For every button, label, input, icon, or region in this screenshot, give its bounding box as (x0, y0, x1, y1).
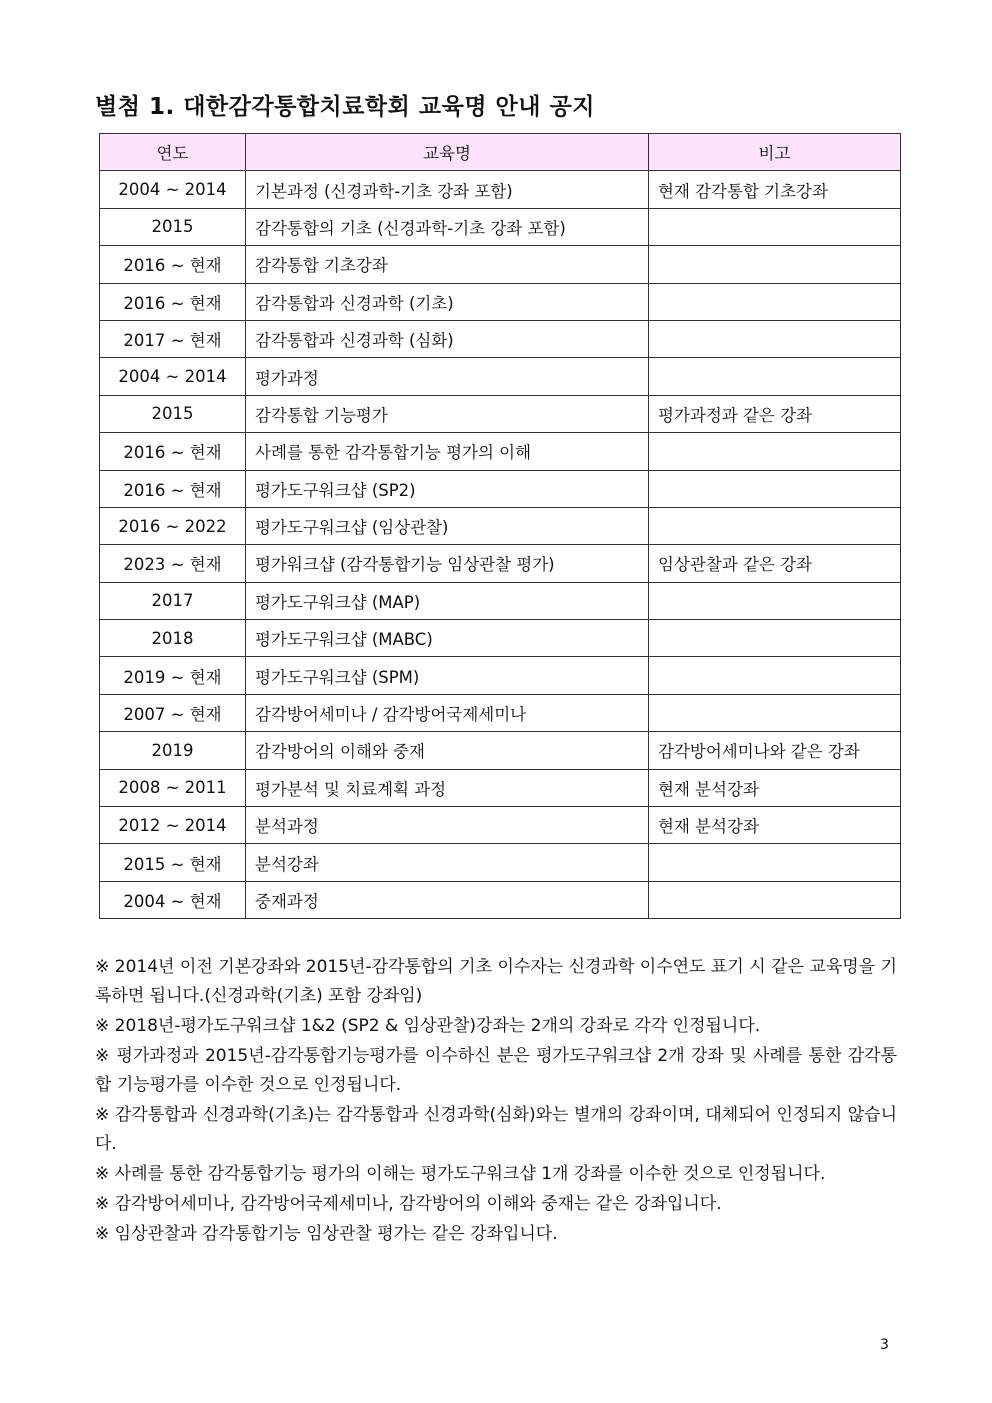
cell-remarks (649, 246, 901, 283)
table-row (100, 844, 901, 881)
cell-year: 2016 ~ 현재 (100, 283, 246, 320)
cell-remarks: 감각방어세미나와 같은 강좌 (649, 732, 901, 769)
cell-remarks (649, 657, 901, 694)
cell-remarks (649, 208, 901, 245)
table-row (100, 433, 901, 470)
table-row (100, 732, 901, 769)
cell-remarks (649, 582, 901, 619)
cell-year: 2015 (100, 208, 246, 245)
cell-course-name: 평가도구워크샵 (SP2) (246, 470, 649, 507)
table-row (100, 395, 901, 432)
table-row (100, 657, 901, 694)
cell-year: 2018 (100, 620, 246, 657)
table-row (100, 320, 901, 357)
note-item: ※ 2018년-평가도구워크샵 1&2 (SP2 & 임상관찰)강좌는 2개의 강좌로 각각 인정됩니다. (95, 1016, 761, 1036)
cell-remarks (649, 358, 901, 395)
cell-course-name: 감각방어세미나 / 감각방어국제세미나 (246, 694, 649, 731)
cell-course-name: 평가과정 (246, 358, 649, 395)
cell-remarks: 현재 감각통합 기초강좌 (649, 171, 901, 208)
table-row (100, 470, 901, 507)
cell-year: 2015 (100, 395, 246, 432)
table-row (100, 620, 901, 657)
education-table (99, 133, 901, 919)
cell-year: 2016 ~ 2022 (100, 507, 246, 544)
cell-course-name: 평가도구워크샵 (MABC) (246, 620, 649, 657)
table-row (100, 507, 901, 544)
cell-year: 2004 ~ 현재 (100, 881, 246, 918)
page-title: 별첨 1. 대한감각통합치료학회 교육명 안내 공지 (95, 94, 595, 120)
cell-remarks (649, 844, 901, 881)
cell-year: 2004 ~ 2014 (100, 358, 246, 395)
cell-remarks (649, 320, 901, 357)
table-row (100, 246, 901, 283)
cell-course-name: 감각통합과 신경과학 (심화) (246, 320, 649, 357)
cell-course-name: 평가도구워크샵 (MAP) (246, 582, 649, 619)
cell-year: 2007 ~ 현재 (100, 694, 246, 731)
table-row (100, 171, 901, 208)
cell-course-name: 평가도구워크샵 (임상관찰) (246, 507, 649, 544)
cell-year: 2008 ~ 2011 (100, 769, 246, 806)
cell-remarks: 평가과정과 같은 강좌 (649, 395, 901, 432)
cell-remarks (649, 283, 901, 320)
cell-course-name: 감각방어의 이해와 중재 (246, 732, 649, 769)
cell-remarks: 현재 분석강좌 (649, 769, 901, 806)
cell-course-name: 감각통합과 신경과학 (기초) (246, 283, 649, 320)
cell-year: 2012 ~ 2014 (100, 807, 246, 844)
note-item: ※ 감각통합과 신경과학(기초)는 감각통합과 신경과학(심화)와는 별개의 강좌이며, 대체되어 인정되지 않습니다. (95, 1105, 897, 1154)
cell-course-name: 사례를 통한 감각통합기능 평가의 이해 (246, 433, 649, 470)
table-row (100, 582, 901, 619)
cell-course-name: 감각통합 기능평가 (246, 395, 649, 432)
cell-year: 2019 (100, 732, 246, 769)
cell-year: 2016 ~ 현재 (100, 433, 246, 470)
cell-remarks: 임상관찰과 같은 강좌 (649, 545, 901, 582)
note-item: ※ 사례를 통한 감각통합기능 평가의 이해는 평가도구워크샵 1개 강좌를 이수한 것으로 인정됩니다. (95, 1164, 826, 1184)
table-row (100, 283, 901, 320)
cell-course-name: 평가도구워크샵 (SPM) (246, 657, 649, 694)
header-year: 연도 (100, 134, 246, 171)
note-item: ※ 평가과정과 2015년-감각통합기능평가를 이수하신 분은 평가도구워크샵 2개 강좌 및 사례를 통한 감각통합 기능평가를 이수한 것으로 인정됩니다. (95, 1046, 897, 1095)
cell-remarks (649, 470, 901, 507)
note-item: ※ 감각방어세미나, 감각방어국제세미나, 감각방어의 이해와 중재는 같은 강좌입니다. (95, 1194, 722, 1214)
header-remarks: 비고 (649, 134, 901, 171)
page-number: 3 (880, 1337, 889, 1353)
cell-course-name: 분석과정 (246, 807, 649, 844)
cell-course-name: 감각통합의 기초 (신경과학-기초 강좌 포함) (246, 208, 649, 245)
cell-year: 2016 ~ 현재 (100, 246, 246, 283)
cell-course-name: 중재과정 (246, 881, 649, 918)
cell-course-name: 기본과정 (신경과학-기초 강좌 포함) (246, 171, 649, 208)
cell-remarks (649, 507, 901, 544)
cell-year: 2017 (100, 582, 246, 619)
cell-course-name: 분석강좌 (246, 844, 649, 881)
cell-remarks: 현재 분석강좌 (649, 807, 901, 844)
table-row (100, 358, 901, 395)
table-row (100, 881, 901, 918)
cell-course-name: 평가분석 및 치료계획 과정 (246, 769, 649, 806)
cell-remarks (649, 881, 901, 918)
cell-course-name: 평가워크샵 (감각통합기능 임상관찰 평가) (246, 545, 649, 582)
cell-year: 2019 ~ 현재 (100, 657, 246, 694)
table-row (100, 208, 901, 245)
cell-remarks (649, 433, 901, 470)
notes-section (95, 953, 897, 1250)
header-course-name: 교육명 (246, 134, 649, 171)
cell-year: 2004 ~ 2014 (100, 171, 246, 208)
cell-year: 2023 ~ 현재 (100, 545, 246, 582)
table-row (100, 694, 901, 731)
table-row (100, 807, 901, 844)
cell-remarks (649, 620, 901, 657)
table-header-row (100, 134, 901, 171)
cell-course-name: 감각통합 기초강좌 (246, 246, 649, 283)
cell-year: 2016 ~ 현재 (100, 470, 246, 507)
table-row (100, 545, 901, 582)
note-item: ※ 2014년 이전 기본강좌와 2015년-감각통합의 기초 이수자는 신경과학 이수연도 표기 시 같은 교육명을 기록하면 됩니다.(신경과학(기초) 포함 강좌임) (95, 957, 897, 1006)
cell-year: 2015 ~ 현재 (100, 844, 246, 881)
cell-year: 2017 ~ 현재 (100, 320, 246, 357)
table-row (100, 769, 901, 806)
note-item: ※ 임상관찰과 감각통합기능 임상관찰 평가는 같은 강좌입니다. (95, 1224, 558, 1244)
cell-remarks (649, 694, 901, 731)
